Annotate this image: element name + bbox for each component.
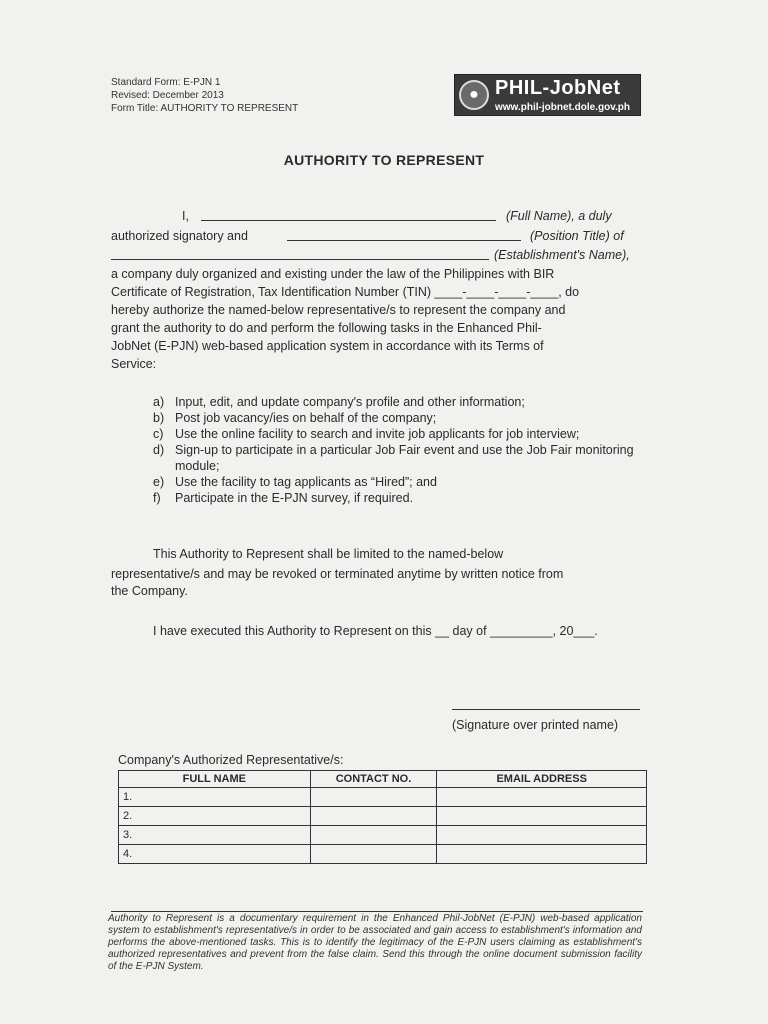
full-name-cell[interactable]: 4. bbox=[119, 845, 311, 864]
body-line-6: hereby authorize the named-below representative/s to represent the company and bbox=[111, 303, 566, 317]
contact-cell[interactable] bbox=[310, 845, 437, 864]
globe-icon: ● bbox=[459, 80, 489, 110]
full-name-cell[interactable]: 2. bbox=[119, 807, 311, 826]
list-item: d) Sign-up to participate in a particular Job Fair event and use the Job Fair monitoring module; bbox=[153, 443, 634, 473]
list-item: f) Participate in the E-PJN survey, if required. bbox=[153, 491, 414, 505]
position-title-field[interactable] bbox=[287, 228, 521, 245]
footnote: Authority to Represent is a documentary requirement in the Enhanced Phil-JobNet (E-PJN) web-based application system to establishment's representative/s in order to be associated and gain access to establishment's information and performs the above-mentioned tasks. This is to identify the legitimacy of the E-PJN users claiming as establishment's authorized representatives and prevent from the false claim. Send this through the online document submission facility of the E-PJN System. bbox=[108, 913, 642, 972]
table-row bbox=[119, 807, 647, 826]
table-row bbox=[119, 826, 647, 845]
list-item: c) Use the online facility to search and invite job applicants for job interview; bbox=[153, 427, 580, 441]
email-cell[interactable] bbox=[437, 845, 647, 864]
body-line-9: Service: bbox=[111, 357, 157, 371]
body-line-8: JobNet (E-PJN) web-based application system in accordance with its Terms of bbox=[111, 339, 544, 353]
body-line-4: a company duly organized and existing under the law of the Philippines with BIR bbox=[111, 267, 555, 281]
phil-jobnet-logo bbox=[454, 74, 641, 116]
column-header-contact: CONTACT NO. bbox=[310, 771, 437, 788]
full-name-cell[interactable]: 3. bbox=[119, 826, 311, 845]
logo-name: PHIL-JobNet bbox=[495, 77, 621, 99]
full-name-cell[interactable]: 1. bbox=[119, 788, 311, 807]
signature-label: (Signature over printed name) bbox=[452, 718, 619, 732]
body-line-5: Certificate of Registration, Tax Identification Number (TIN) ____-____-____-____, do bbox=[111, 285, 580, 299]
position-title-label: (Position Title) of bbox=[530, 229, 624, 243]
executed-statement: I have executed this Authority to Represent on this __ day of _________, 20___. bbox=[153, 624, 598, 638]
contact-cell[interactable] bbox=[310, 807, 437, 826]
full-name-field[interactable] bbox=[201, 208, 496, 225]
footnote-divider bbox=[111, 911, 643, 912]
table-row bbox=[119, 845, 647, 864]
tasks-list bbox=[153, 394, 665, 506]
form-title-meta: Form Title: AUTHORITY TO REPRESENT bbox=[111, 103, 299, 114]
representatives-table bbox=[118, 770, 647, 864]
form-meta bbox=[111, 76, 298, 115]
list-item: e) Use the facility to tag applicants as “Hired”; and bbox=[153, 475, 437, 489]
contact-cell[interactable] bbox=[310, 788, 437, 807]
email-cell[interactable] bbox=[437, 807, 647, 826]
authorized-signatory-text: authorized signatory and bbox=[111, 229, 248, 243]
logo-url: www.phil-jobnet.dole.gov.ph bbox=[495, 102, 630, 113]
limitation-line-2: representative/s and may be revoked or terminated anytime by written notice from bbox=[111, 567, 564, 581]
contact-cell[interactable] bbox=[310, 826, 437, 845]
column-header-email: EMAIL ADDRESS bbox=[437, 771, 647, 788]
limitation-line-1: This Authority to Represent shall be limited to the named-below bbox=[153, 547, 504, 561]
establishment-field[interactable] bbox=[111, 247, 489, 264]
email-cell[interactable] bbox=[437, 826, 647, 845]
establishment-label: (Establishment's Name), bbox=[494, 248, 630, 262]
full-name-label: (Full Name), a duly bbox=[506, 209, 612, 223]
column-header-full-name: FULL NAME bbox=[119, 771, 311, 788]
reps-heading: Company's Authorized Representative/s: bbox=[118, 753, 344, 767]
table-header-row bbox=[119, 771, 647, 788]
limitation-line-3: the Company. bbox=[111, 584, 188, 598]
revised-date: Revised: December 2013 bbox=[111, 90, 224, 101]
page-title: AUTHORITY TO REPRESENT bbox=[283, 152, 485, 168]
list-item: b) Post job vacancy/ies on behalf of the company; bbox=[153, 411, 437, 425]
table-row bbox=[119, 788, 647, 807]
list-item: a) Input, edit, and update company's profile and other information; bbox=[153, 395, 525, 409]
i-label: I, bbox=[182, 209, 189, 223]
signature-line[interactable] bbox=[452, 709, 640, 710]
standard-form-code: Standard Form: E-PJN 1 bbox=[111, 77, 221, 88]
body-line-7: grant the authority to do and perform the following tasks in the Enhanced Phil- bbox=[111, 321, 542, 335]
email-cell[interactable] bbox=[437, 788, 647, 807]
